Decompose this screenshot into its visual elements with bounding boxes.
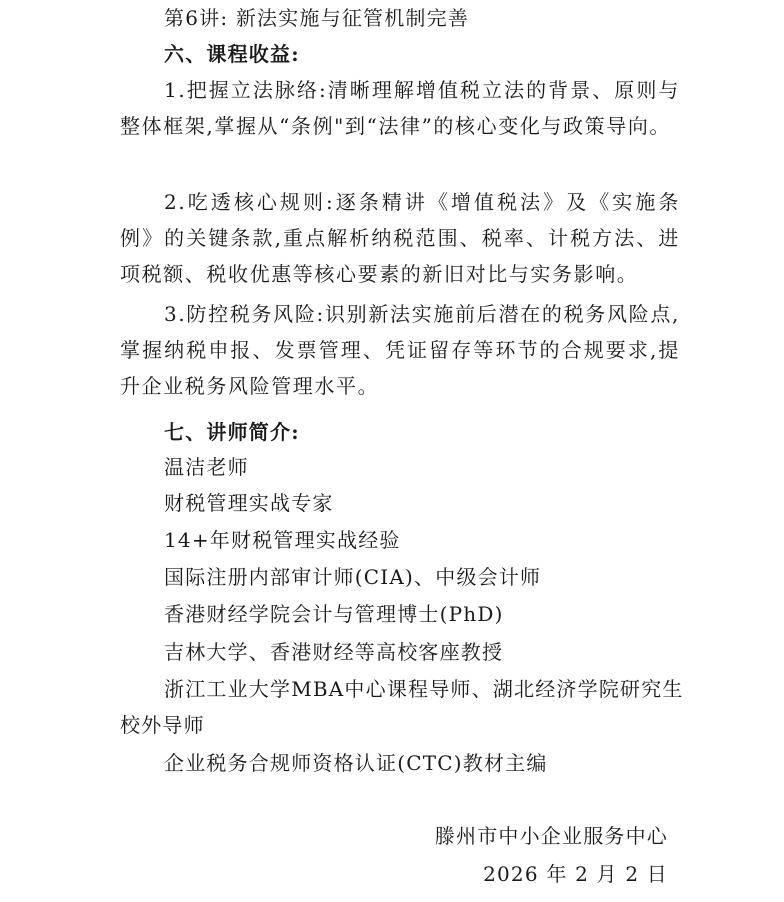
- instructor-certification: 国际注册内部审计师(CIA)、中级会计师: [164, 565, 542, 589]
- signature-date: 2026 年 2 月 2 日: [483, 862, 668, 886]
- lecture-6-line: 第6讲: 新法实施与征管机制完善: [164, 6, 470, 30]
- benefit-item-1: 1.把握立法脉络:清晰理解增值税立法的背景、原则与整体框架,掌握从“条例"到“法律”的核心变化与政策导向。: [120, 78, 680, 138]
- benefit-item-3: 3.防控税务风险:识别新法实施前后潜在的税务风险点,掌握纳税申报、发票管理、凭证留存等环节的合规要求,提升企业税务风险管理水平。: [120, 302, 680, 398]
- signature-organization: 滕州市中小企业服务中心: [434, 824, 668, 848]
- instructor-visiting-professor: 吉林大学、香港财经等高校客座教授: [164, 640, 504, 664]
- instructor-degree: 香港财经学院会计与管理博士(PhD): [164, 602, 504, 626]
- section-7-heading: 七、讲师简介:: [164, 420, 300, 444]
- instructor-name: 温洁老师: [164, 455, 249, 479]
- section-6-heading: 六、课程收益:: [164, 42, 300, 66]
- benefit-item-2: 2.吃透核心规则:逐条精讲《增值税法》及《实施条例》的关键条款,重点解析纳税范围、税率、计税方法、进项税额、税收优惠等核心要素的新旧对比与实务影响。: [120, 190, 680, 286]
- instructor-mentor-line1: 浙江工业大学MBA中心课程导师、湖北经济学院研究生: [164, 677, 684, 701]
- instructor-title: 财税管理实战专家: [164, 491, 334, 515]
- instructor-editor: 企业税务合规师资格认证(CTC)教材主编: [164, 751, 548, 775]
- instructor-mentor-line2: 校外导师: [120, 713, 205, 737]
- instructor-experience: 14+年财税管理实战经验: [164, 528, 401, 552]
